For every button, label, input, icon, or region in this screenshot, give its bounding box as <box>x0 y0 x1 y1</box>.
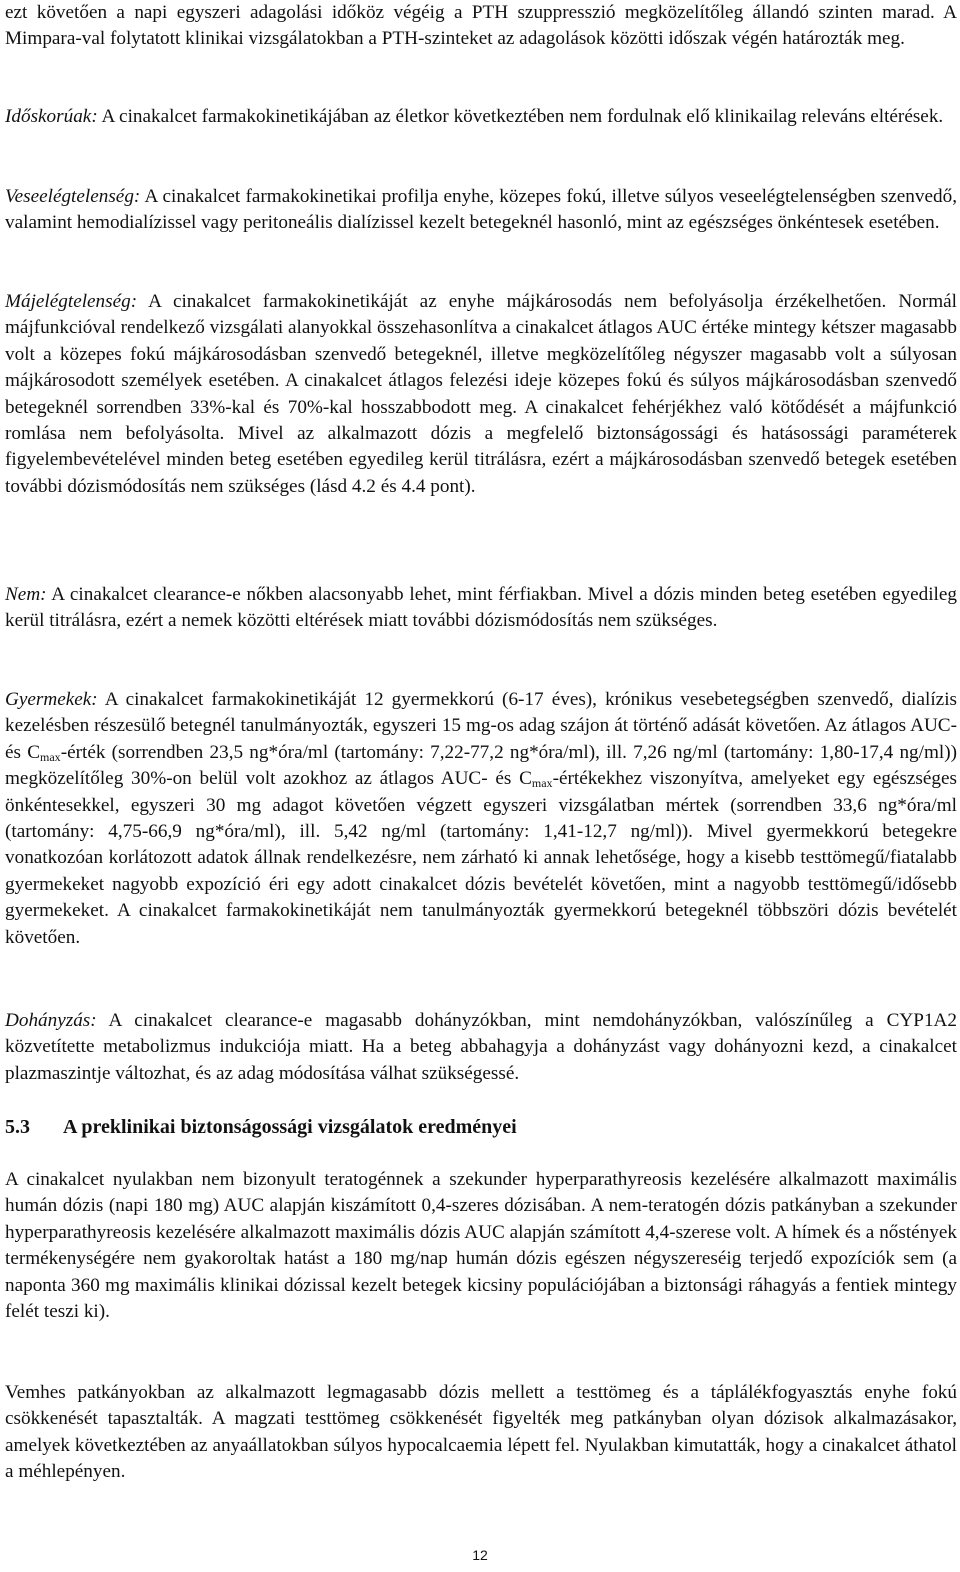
elderly-label: Időskorúak: <box>5 106 98 127</box>
preclinical-text-1: A cinakalcet nyulakban nem bizonyult teratogénnek a szekunder hyperparathyreosis kezelésére alkalmazott maximális humán dózis (napi 180 mg) AUC alapján kiszámított 0,4-szeres dózisában. A nem-teratogén dózis patkányban a szekunder hyperparathyreosis kezelésére alkalmazott maximális dózis AUC alapján számított 4,4-szerese volt. A hímek és a nőstények termékenységére nem gyakoroltak hatást a 180 mg/nap humán dózis egészen négyszereséig terjedő expozíciók sem (a naponta 360 mg maximális klinikai dózissal kezelt betegek kicsiny populációjában a biztonsági ráhagyás a fentiek mintegy felét teszi ki). <box>5 1169 957 1323</box>
children-paragraph <box>5 687 957 951</box>
renal-paragraph <box>5 184 957 237</box>
intro-paragraph <box>5 0 957 53</box>
children-text-3: -értékekhez viszonyítva, amelyeket egy egészséges önkéntesekkel, egyszeri 30 mg adagot követően végzett egyszeri vizsgálatban mértek (sorrendben 33,6 ng*óra/ml (tartomány: 4,75-66,9 ng*óra/ml), ill. 5,42 ng/ml (tartomány: 1,41-12,7 ng/ml)). Mivel gyermekkorú betegekre vonatkozóan korlátozott adatok állnak rendelkezésre, nem zárható ki annak lehetősége, hogy a kisebb testtömegű/fiatalabb gyermekeket nagyobb expozíció éri egy adott cinakalcet dózis bevételét követően, mint a nagyobb testtömegű/idősebb gyermekeket. A cinakalcet farmakokinetikáját nem tanulmányozták gyermekkorú betegeknél többszöri dózis bevételét követően. <box>5 768 957 948</box>
cmax-subscript-2: max <box>531 776 553 791</box>
preclinical-paragraph-2 <box>5 1380 957 1486</box>
intro-text: ezt követően a napi egyszeri adagolási időköz végéig a PTH szuppresszió megközelítőleg állandó szinten marad. A Mimpara-val folytatott klinikai vizsgálatokban a PTH-szinteket az adagolások közötti időszak végén határozták meg. <box>5 2 957 50</box>
preclinical-text-2: Vemhes patkányokban az alkalmazott legmagasabb dózis mellett a testtömeg és a táplálékfogyasztás enyhe fokú csökkenését tapasztalták. A magzati testtömeg csökkenését figyelték meg patkányban olyan dózisok alkalmazásakor, amelyek következtében az anyaállatokban súlyos hypocalcaemia lépett fel. Nyulakban kimutatták, hogy a cinakalcet áthatol a méhlepényen. <box>5 1382 957 1483</box>
elderly-text: A cinakalcet farmakokinetikájában az életkor következtében nem fordulnak elő klinikailag releváns eltérések. <box>97 106 944 127</box>
elderly-paragraph <box>5 104 957 130</box>
smoking-label: Dohányzás: <box>5 1010 97 1031</box>
smoking-text: A cinakalcet clearance-e magasabb dohányzókban, mint nemdohányzókban, valószínűleg a CYP1A2 közvetítette metabolizmus indukciója miatt. Ha a beteg abbahagyja a dohányzást vagy dohányozni kezd, a cinakalcet plazmaszintje változhat, és az adag módosítása válhat szükségessé. <box>5 1010 957 1084</box>
preclinical-paragraph-1 <box>5 1167 957 1325</box>
renal-text: A cinakalcet farmakokinetikai profilja enyhe, közepes fokú, illetve súlyos veseelégtelenségben szenvedő, valamint hemodialízissel vagy peritoneális dialízissel kezelt betegeknél hasonló, mint az egészséges önkéntesek esetében. <box>5 186 957 234</box>
hepatic-label: Májelégtelenség: <box>5 291 138 312</box>
renal-label: Veseelégtelenség: <box>5 186 141 207</box>
cmax-subscript-1: max <box>40 749 61 764</box>
section-title: A preklinikai biztonságossági vizsgálatok eredményei <box>63 1116 517 1138</box>
section-number: 5.3 <box>5 1116 30 1138</box>
children-label: Gyermekek: <box>5 689 98 710</box>
section-heading <box>5 1113 517 1141</box>
hepatic-paragraph <box>5 289 957 500</box>
gender-text: A cinakalcet clearance-e nőkben alacsonyabb lehet, mint férfiakban. Mivel a dózis minden beteg esetében egyedileg kerül titrálásra, ezért a nemek közötti eltérések miatt további dózismódosítás nem szükséges. <box>5 584 957 632</box>
children-text-2: -érték (sorrendben 23,5 ng*óra/ml (tartomány: 7,22-77,2 ng*óra/ml), ill. 7,26 ng/ml (tartomány: 1,80-17,4 ng/ml)) megközelítőleg 30%-on belül volt azokhoz az átlagos AUC- és C <box>5 741 958 790</box>
gender-paragraph <box>5 582 957 635</box>
hepatic-text: A cinakalcet farmakokinetikáját az enyhe májkárosodás nem befolyásolja érzékelhetően. Normál májfunkcióval rendelkező vizsgálati alanyokkal összehasonlítva a cinakalcet átlagos AUC értéke mintegy kétszer magasabb volt a közepes fokú májkárosodásban szenvedő betegeknél, illetve megközelítőleg négyszer magasabb volt a súlyosan májkárosodott személyek esetében. A cinakalcet átlagos felezési ideje közepes fokú és súlyos májkárosodásban szenvedő betegeknél sorrendben 33%-kal és 70%-kal hosszabbodott meg. A cinakalcet fehérjékhez való kötődését a májfunkció romlása nem befolyásolta. Mivel az alkalmazott dózis a megfelelő biztonságossági és hatásossági paraméterek figyelembevételével minden beteg esetében egyedileg kerül titrálásra, ezért a májkárosodásban szenvedő betegek esetében további dózismódosítás nem szükséges (lásd 4.2 és 4.4 pont). <box>5 291 957 497</box>
smoking-paragraph <box>5 1008 957 1087</box>
children-text-1: A cinakalcet farmakokinetikáját 12 gyermekkorú (6-17 éves), krónikus vesebetegségben szenvedő, dialízis kezelésben részesülő betegnél tanulmányozták, egyszeri 15 mg-os adag szájon át történő adását követően. Az átlagos AUC- és C <box>5 689 957 763</box>
page-number: 12 <box>472 1547 488 1563</box>
gender-label: Nem: <box>5 584 47 605</box>
